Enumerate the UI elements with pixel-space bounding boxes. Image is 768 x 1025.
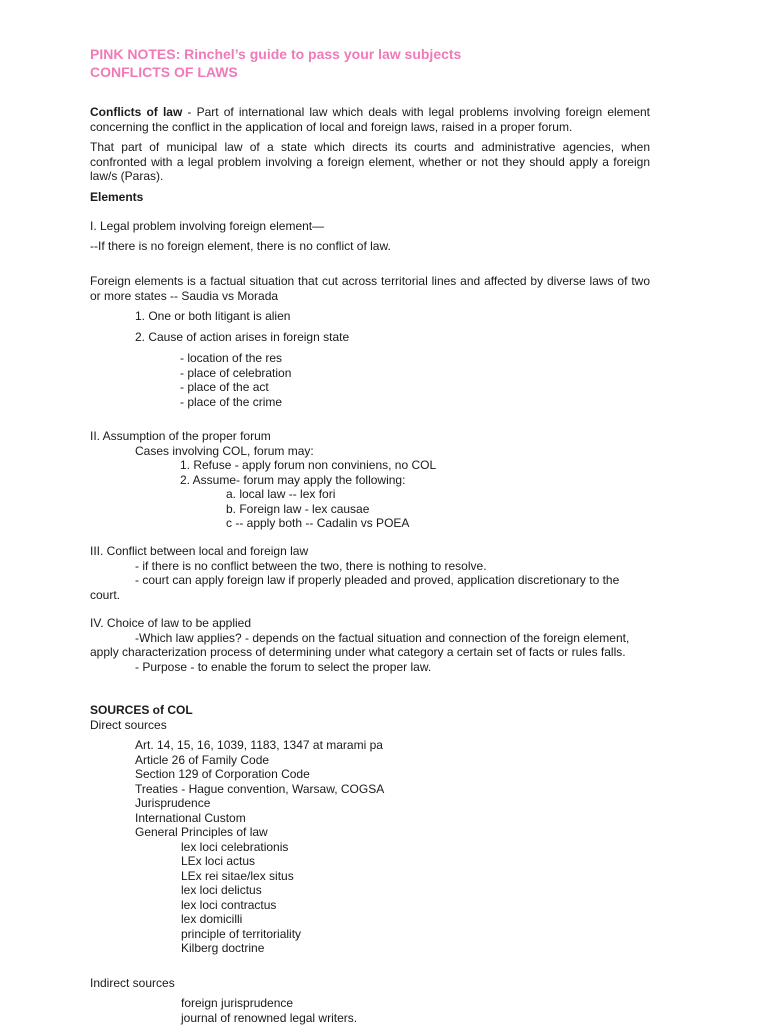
element-iii-a: - if there is no conflict between the two, there is nothing to resolve. [135,559,487,574]
element-ii-assume: 2. Assume- forum may apply the following: [180,473,405,488]
principle-item: lex loci contractus [181,898,276,913]
elements-heading: Elements [90,190,143,205]
title-prefix: PINK NOTES: [90,46,180,62]
intro-municipal: That part of municipal law of a state which directs its courts and administrative agencies, when confronted with a legal problem involving a foreign element, whether or not they should apply a foreign law/s (Paras). [90,140,650,184]
indirect-source-item: foreign jurisprudence [181,996,293,1011]
direct-sources-label: Direct sources [90,718,167,733]
direct-source-item: International Custom [135,811,246,826]
element-iii-b-cont: court. [90,588,120,603]
indirect-source-item: journal of renowned legal writers. [181,1011,357,1025]
element-ii-cases: Cases involving COL, forum may: [135,444,314,459]
foreign-elements-paragraph: Foreign elements is a factual situation that cut across territorial lines and affected by diverse laws of two or more states -- Saudia vs Morada [90,274,650,303]
element-iv-a: -Which law applies? - depends on the factual situation and connection of the foreign element, [135,631,629,646]
element-sub-item: - place of celebration [180,366,291,381]
element-ii-option: a. local law -- lex fori [226,487,335,502]
indirect-sources-label: Indirect sources [90,976,175,991]
element-ii-option: b. Foreign law - lex causae [226,502,369,517]
element-sub-item: - place of the crime [180,395,282,410]
principle-item: Kilberg doctrine [181,941,264,956]
direct-source-item: Art. 14, 15, 16, 1039, 1183, 1347 at marami pa [135,738,383,753]
element-iv-b: - Purpose - to enable the forum to select the proper law. [135,660,431,675]
principle-item: LEx rei sitae/lex situs [181,869,294,884]
principle-item: lex loci celebrationis [181,840,288,855]
element-iv-a-cont: apply characterization process of determining under what category a certain set of facts or rules falls. [90,645,626,660]
element-iv-title: IV. Choice of law to be applied [90,616,251,631]
principle-item: principle of territoriality [181,927,301,942]
element-item-1: 1. One or both litigant is alien [135,309,290,324]
intro-definition-text: - Part of international law which deals with legal problems involving foreign element concerning the conflict in the application of local and foreign laws, raised in a proper forum. [90,105,650,134]
element-i-note: --If there is no foreign element, there is no conflict of law. [90,239,391,254]
element-sub-item: - place of the act [180,380,269,395]
intro-definition [90,105,650,134]
element-item-2: 2. Cause of action arises in foreign state [135,330,349,345]
direct-source-item: Article 26 of Family Code [135,753,269,768]
principle-item: LEx loci actus [181,854,255,869]
element-ii-refuse: 1. Refuse - apply forum non conviniens, no COL [180,458,436,473]
direct-source-item: Treaties - Hague convention, Warsaw, COGSA [135,782,384,797]
document-subtitle: CONFLICTS OF LAWS [90,64,238,81]
element-i-title: I. Legal problem involving foreign element— [90,219,324,234]
title-rest: Rinchel’s guide to pass your law subjects [180,46,461,62]
principle-item: lex domicilli [181,912,242,927]
direct-source-item: Section 129 of Corporation Code [135,767,310,782]
element-ii-option: c -- apply both -- Cadalin vs POEA [226,516,409,531]
principle-item: lex loci delictus [181,883,262,898]
direct-source-item: Jurisprudence [135,796,210,811]
direct-source-item: General Principles of law [135,825,268,840]
document-title [90,46,461,63]
intro-term: Conflicts of law [90,105,182,119]
element-sub-item: - location of the res [180,351,282,366]
element-ii-title: II. Assumption of the proper forum [90,429,271,444]
element-iii-b: - court can apply foreign law if properly pleaded and proved, application discretionary to the [135,573,619,588]
element-iii-title: III. Conflict between local and foreign law [90,544,308,559]
sources-heading: SOURCES of COL [90,703,193,718]
